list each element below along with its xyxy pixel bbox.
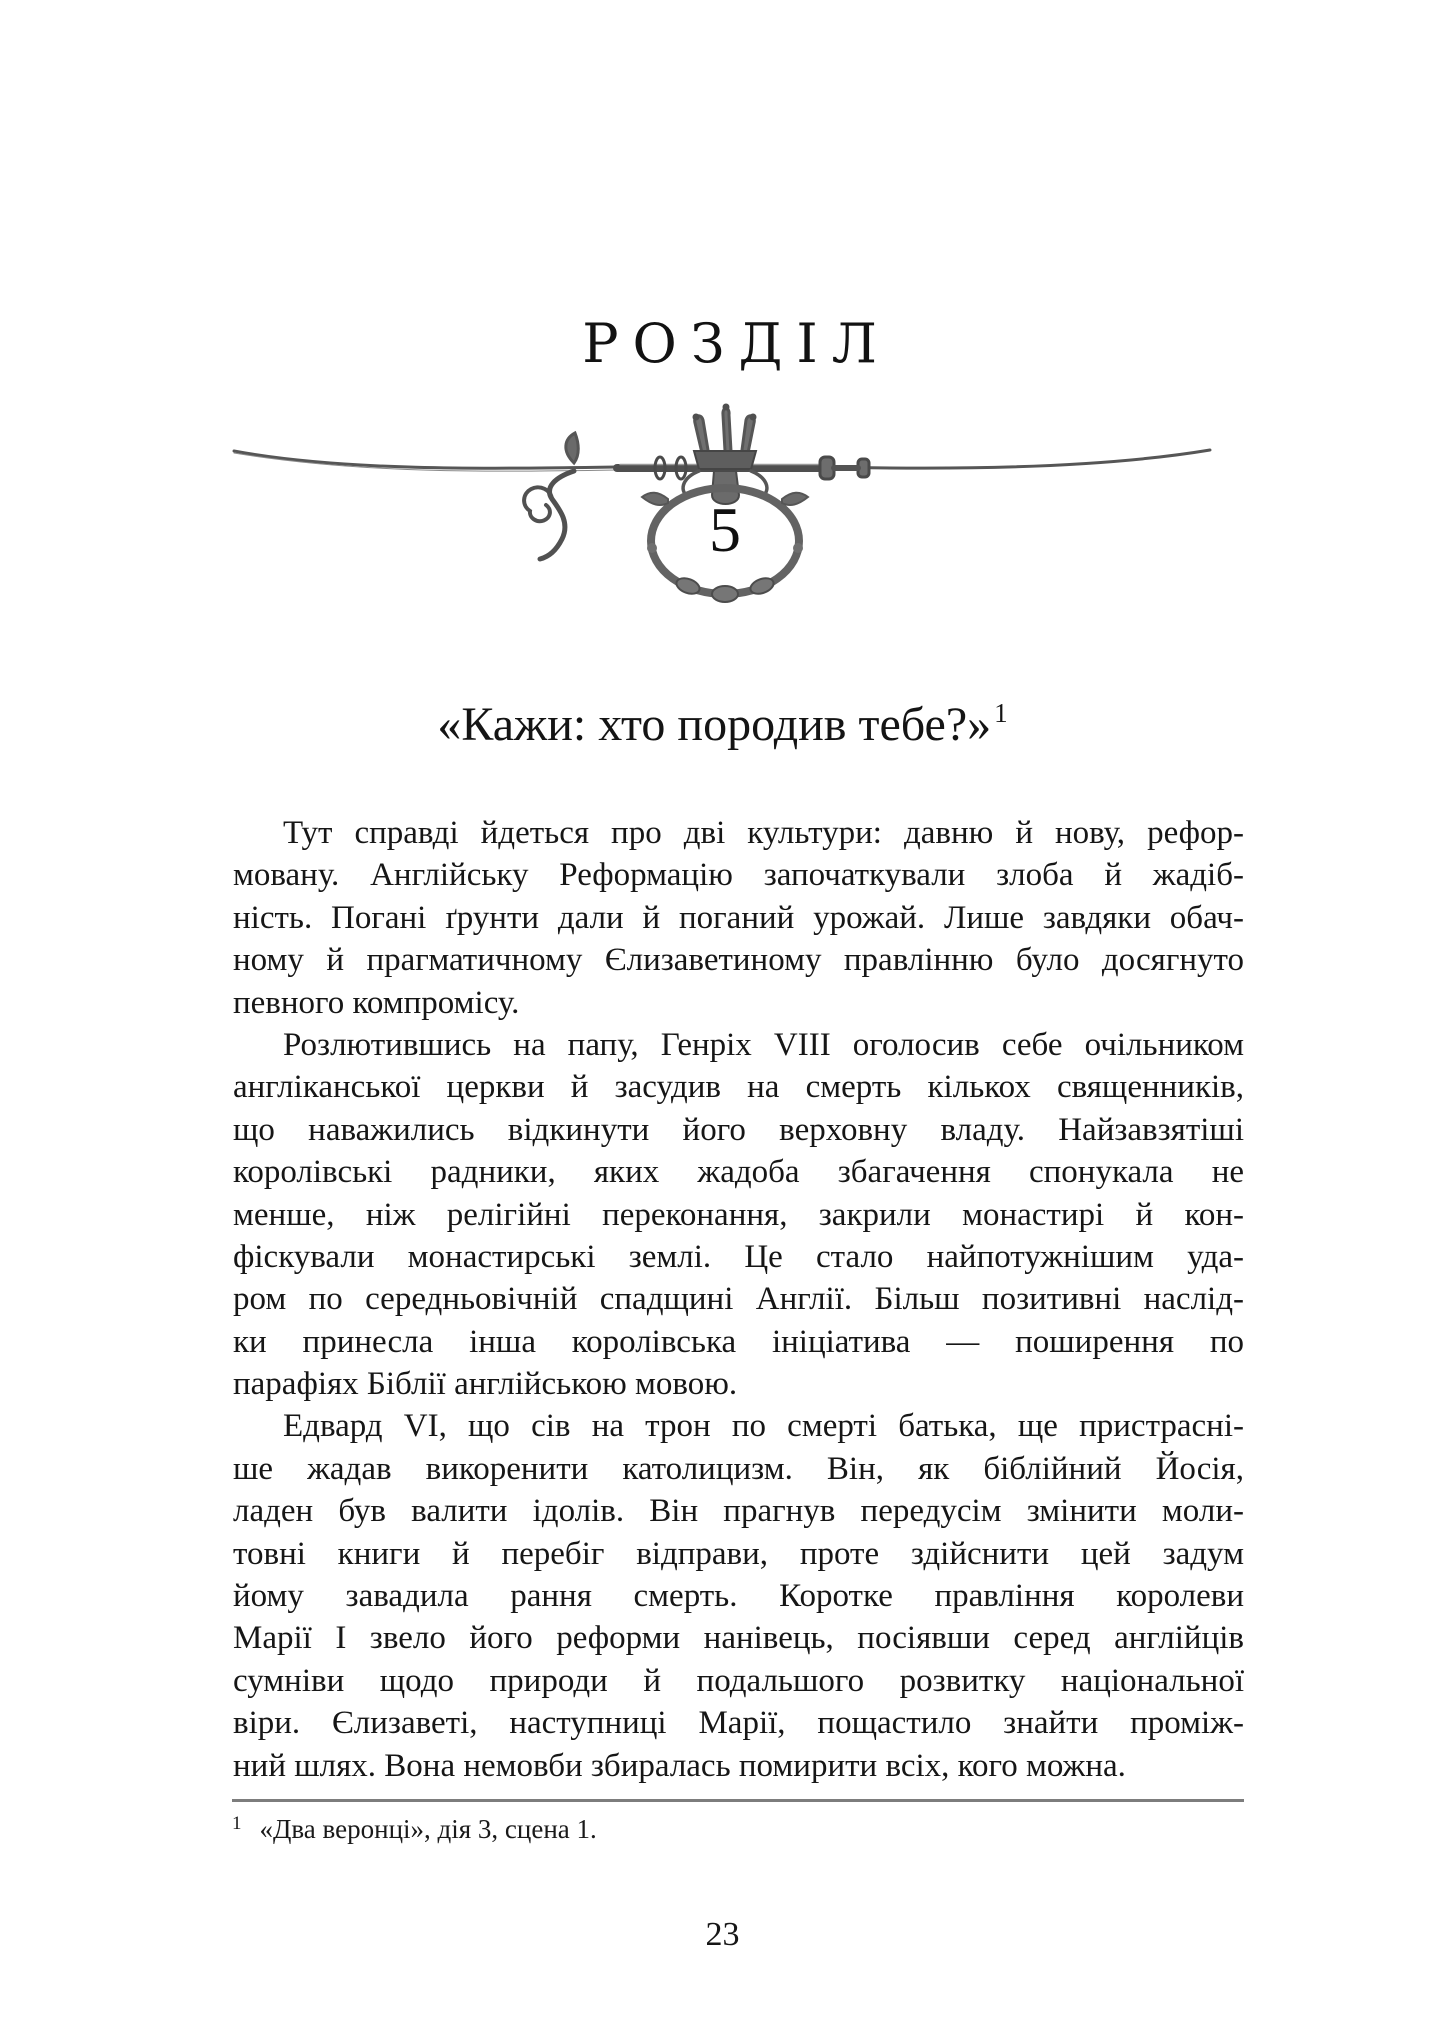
body-line: англіканської церкви й засудив на смерть кількох священників, xyxy=(233,1069,1244,1106)
paragraph xyxy=(233,1024,1244,1406)
body-line: йому завадила рання смерть. Коротке правління королеви xyxy=(233,1578,1244,1615)
chapter-number: 5 xyxy=(709,494,741,565)
footnote-marker: 1 xyxy=(232,1813,242,1834)
body-line: товні книги й перебіг відправи, проте здійснити цей задум xyxy=(233,1535,1244,1572)
body-line: ному й прагматичному Єлизаветиному правлінню було досягнуто xyxy=(233,942,1244,979)
body-line: ладен був валити ідолів. Він прагнув передусім змінити моли- xyxy=(233,1493,1244,1530)
body-line: ний шлях. Вона немовби збиралась помирити всіх, кого можна. xyxy=(233,1747,1126,1784)
chapter-title xyxy=(0,699,1445,752)
body-line: Едвард VI, що сів на трон по смерті батька, ще пристрасні- xyxy=(283,1408,1244,1445)
footnote-reference: 1 xyxy=(994,698,1008,728)
footnote-divider xyxy=(232,1799,1244,1802)
body-line: певного компромісу. xyxy=(233,984,520,1021)
footnote xyxy=(232,1812,1244,1846)
body-line: Розлютившись на папу, Генріх VIII оголосив себе очільником xyxy=(283,1026,1244,1063)
chapter-heading: РОЗДІЛ xyxy=(582,312,891,375)
body-line: фіскували монастирські землі. Це стало найпотужнішим уда- xyxy=(233,1238,1244,1275)
body-line: королівські радники, яких жадоба збагачення спонукала не xyxy=(233,1154,1244,1191)
body-line: ки принесла інша королівська ініціатива — поширення по xyxy=(233,1323,1244,1360)
body-line: Тут справді йдеться про дві культури: давню й нову, рефор- xyxy=(283,815,1244,851)
body-line: ше жадав викоренити католицизм. Він, як біблійний Йосія, xyxy=(233,1450,1244,1487)
chapter-title-text: «Кажи: хто породив тебе?» xyxy=(437,698,992,751)
body-line: віри. Єлизаветі, наступниці Марії, пощастило знайти проміж- xyxy=(233,1705,1244,1742)
body-line: парафіях Біблії англійською мовою. xyxy=(233,1366,738,1403)
body-line: що наважились відкинути його верховну владу. Найзавзятіші xyxy=(233,1111,1244,1148)
body-line: ром по середньовічній спадщині Англії. Більш позитивні наслід- xyxy=(233,1281,1244,1318)
paragraph xyxy=(233,812,1244,1024)
body-line: сумніви щодо природи й подальшого розвитку національної xyxy=(233,1662,1244,1699)
body-line: менше, ніж релігійні переконання, закрили монастирі й кон- xyxy=(233,1196,1244,1233)
paragraph xyxy=(233,1405,1244,1787)
body-line: Марії I звело його реформи нанівець, посіявши серед англійців xyxy=(233,1620,1244,1657)
footnote-text: «Два веронці», дія 3, сцена 1. xyxy=(259,1814,597,1844)
body-text xyxy=(233,812,1244,1787)
page-number: 23 xyxy=(705,1916,740,1953)
body-line: мовану. Англійську Реформацію започаткували злоба й жадіб- xyxy=(233,857,1244,894)
body-line: ність. Погані ґрунти дали й поганий урожай. Лише завдяки обач- xyxy=(233,899,1244,936)
